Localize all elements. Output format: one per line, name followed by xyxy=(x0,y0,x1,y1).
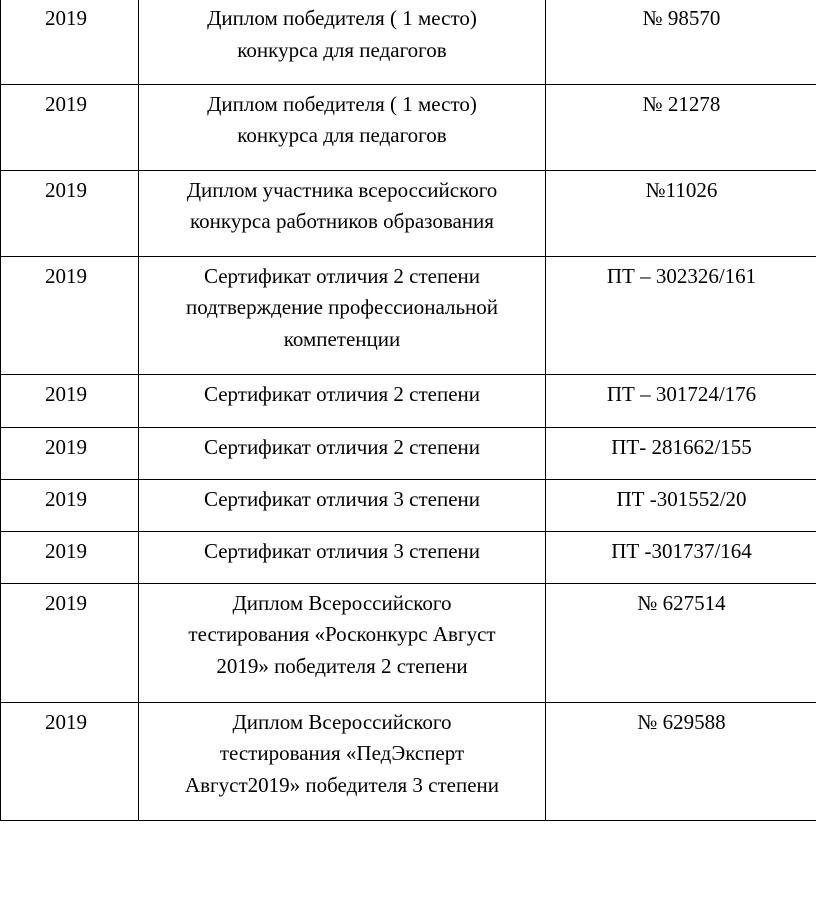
certificate-number-cell: ПТ – 301724/176 xyxy=(546,374,816,427)
awards-table-body xyxy=(1,0,816,820)
table-row xyxy=(1,479,816,531)
award-title-line: Сертификат отличия 2 степени xyxy=(203,434,481,459)
award-title-cell xyxy=(139,374,546,427)
certificate-number-cell: ПТ -301552/20 xyxy=(546,479,816,531)
year-cell: 2019 xyxy=(1,531,139,583)
table-row xyxy=(1,702,816,820)
table-row xyxy=(1,583,816,702)
year-cell: 2019 xyxy=(1,170,139,256)
award-title-line: тестирования «Росконкурс Август xyxy=(188,622,496,646)
award-title-line: Август2019» победителя 3 степени xyxy=(184,772,500,797)
year-cell: 2019 xyxy=(1,374,139,427)
award-title-line: конкурса для педагогов xyxy=(237,37,447,62)
award-title-line: Сертификат отличия 3 степени xyxy=(203,486,481,511)
award-title-line: конкурса для педагогов xyxy=(237,123,447,147)
certificate-number-cell: № 98570 xyxy=(546,0,816,84)
certificate-number-cell: № 21278 xyxy=(546,84,816,170)
year-cell: 2019 xyxy=(1,427,139,479)
award-title-cell xyxy=(139,702,546,820)
award-title-line: Диплом Всероссийского xyxy=(232,590,452,615)
year-cell: 2019 xyxy=(1,0,139,84)
table-row xyxy=(1,256,816,374)
award-title-line: Сертификат отличия 2 степени xyxy=(203,381,481,406)
table-row xyxy=(1,0,816,84)
award-title-line: 2019» победителя 2 степени xyxy=(216,653,468,678)
year-cell: 2019 xyxy=(1,256,139,374)
award-title-cell xyxy=(139,0,546,84)
table-row xyxy=(1,531,816,583)
table-row xyxy=(1,427,816,479)
certificate-number-cell: № 629588 xyxy=(546,702,816,820)
award-title-cell xyxy=(139,531,546,583)
certificate-number-cell: № 627514 xyxy=(546,583,816,702)
award-title-cell xyxy=(139,170,546,256)
award-title-line: Диплом победителя ( 1 место) xyxy=(207,91,477,116)
certificate-number-cell: ПТ -301737/164 xyxy=(546,531,816,583)
award-title-line: Сертификат отличия 3 степени xyxy=(203,538,481,563)
award-title-line: Диплом участника всероссийского xyxy=(186,177,498,202)
award-title-line: Сертификат отличия 2 степени xyxy=(203,263,481,288)
certificate-number-cell: №11026 xyxy=(546,170,816,256)
award-title-line: конкурса работников образования xyxy=(190,209,494,233)
certificate-number-cell: ПТ – 302326/161 xyxy=(546,256,816,374)
award-title-line: Диплом победителя ( 1 место) xyxy=(207,6,477,30)
award-title-cell xyxy=(139,256,546,374)
award-title-line: тестирования «ПедЭксперт xyxy=(219,741,465,765)
certificate-number-cell: ПТ- 281662/155 xyxy=(546,427,816,479)
table-row xyxy=(1,374,816,427)
award-title-line: подтверждение профессиональной xyxy=(185,295,499,319)
year-cell: 2019 xyxy=(1,583,139,702)
table-row xyxy=(1,170,816,256)
year-cell: 2019 xyxy=(1,84,139,170)
award-title-cell xyxy=(139,84,546,170)
year-cell: 2019 xyxy=(1,479,139,531)
award-title-line: Диплом Всероссийского xyxy=(232,709,452,734)
table-row xyxy=(1,84,816,170)
award-title-cell xyxy=(139,479,546,531)
award-title-cell xyxy=(139,427,546,479)
award-title-line: компетенции xyxy=(283,326,401,351)
award-title-cell xyxy=(139,583,546,702)
year-cell: 2019 xyxy=(1,702,139,820)
